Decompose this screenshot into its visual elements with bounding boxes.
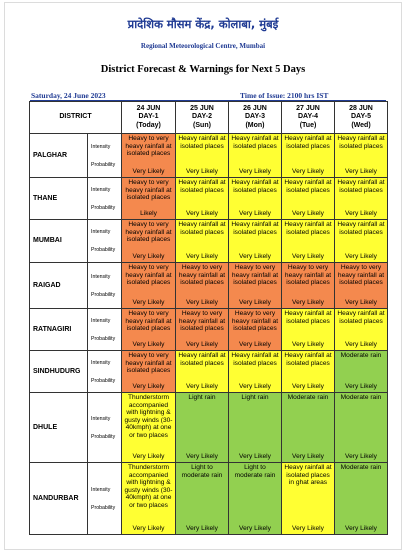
forecast-cell xyxy=(282,134,335,178)
forecast-cell xyxy=(229,178,282,220)
forecast-cell xyxy=(282,393,335,463)
intensity-text: Heavy to very heavy rainfall at isolated places xyxy=(231,310,279,333)
intensity-text: Heavy to very heavy rainfall at isolated places xyxy=(125,135,172,158)
intensity-text: Heavy to very heavy rainfall at isolated places xyxy=(125,352,172,375)
forecast-cell xyxy=(335,309,388,351)
probability-label: Probability xyxy=(91,161,116,168)
intensity-text: Moderate rain xyxy=(340,464,382,471)
intensity-label: Intensity xyxy=(91,273,111,280)
forecast-cell xyxy=(122,309,176,351)
district-name: SINDHUDURG xyxy=(30,351,88,393)
day-header xyxy=(335,102,388,134)
probability-text: Very Likely xyxy=(345,210,377,218)
probability-text: Very Likely xyxy=(132,453,165,461)
probability-text: Very Likely xyxy=(292,210,324,218)
day-number: DAY-4 xyxy=(298,113,318,121)
row-labels xyxy=(88,178,122,220)
district-name: RATNAGIRI xyxy=(30,309,88,351)
day-header xyxy=(122,102,176,134)
intensity-text: Light to moderate rain xyxy=(181,464,223,479)
intensity-text: Heavy rainfall at isolated places xyxy=(178,352,226,367)
district-name: PALGHAR xyxy=(30,134,88,178)
probability-text: Very Likely xyxy=(239,210,271,218)
intensity-text: Moderate rain xyxy=(340,352,382,359)
forecast-cell xyxy=(122,220,176,263)
intensity-label: Intensity xyxy=(91,229,111,235)
intensity-text: Moderate rain xyxy=(340,394,382,401)
probability-text: Very Likely xyxy=(345,383,377,391)
probability-text: Very Likely xyxy=(345,299,377,307)
forecast-cell xyxy=(122,351,176,393)
intensity-label: Intensity xyxy=(91,415,111,422)
probability-text: Very Likely xyxy=(292,453,324,461)
intensity-label: Intensity xyxy=(91,359,111,366)
intensity-text: Heavy rainfall at isolated places xyxy=(178,221,226,236)
day-of-week: (Tue) xyxy=(299,121,317,129)
probability-text: Very Likely xyxy=(132,168,165,176)
day-number: DAY-3 xyxy=(245,113,265,121)
intensity-text: Heavy rainfall at isolated places xyxy=(231,135,279,150)
probability-text: Very Likely xyxy=(186,168,218,176)
district-row xyxy=(30,463,388,535)
probability-text: Very Likely xyxy=(292,383,324,391)
probability-text: Very Likely xyxy=(239,168,271,176)
probability-text: Very Likely xyxy=(186,383,218,391)
forecast-cell xyxy=(176,178,229,220)
forecast-cell xyxy=(335,463,388,535)
probability-text: Very Likely xyxy=(345,525,377,533)
probability-text: Very Likely xyxy=(292,525,324,533)
document-title: District Forecast & Warnings for Next 5 Days xyxy=(100,64,306,75)
probability-text: Very Likely xyxy=(132,299,165,307)
district-name: RAIGAD xyxy=(30,263,88,309)
intensity-text: Heavy to very heavy rainfall at isolated places xyxy=(337,264,385,287)
day-date: 28 JUN xyxy=(349,104,373,112)
probability-text: Very Likely xyxy=(186,453,218,461)
forecast-cell xyxy=(229,393,282,463)
intensity-text: Heavy to very heavy rainfall at isolated places xyxy=(178,264,226,287)
intensity-text: Light to moderate rain xyxy=(234,464,276,479)
probability-label: Probability xyxy=(91,204,116,211)
intensity-text: Heavy rainfall at isolated places xyxy=(337,310,385,325)
probability-text: Very Likely xyxy=(292,299,324,307)
forecast-cell xyxy=(229,220,282,263)
intensity-text: Heavy rainfall at isolated places xyxy=(231,179,279,194)
intensity-text: Heavy rainfall at isolated places xyxy=(337,221,385,236)
probability-label: Probability xyxy=(91,504,116,511)
district-column-header: DISTRICT xyxy=(30,102,122,134)
day-date: 26 JUN xyxy=(243,104,267,112)
probability-text: Very Likely xyxy=(239,453,271,461)
day-date: 27 JUN xyxy=(296,104,320,112)
district-name: NANDURBAR xyxy=(30,463,88,535)
probability-text: Very Likely xyxy=(186,525,218,533)
day-number: DAY-2 xyxy=(192,113,212,121)
intensity-text: Heavy rainfall at isolated places xyxy=(284,135,332,150)
probability-text: Very Likely xyxy=(239,525,271,533)
probability-text: Very Likely xyxy=(132,383,165,391)
forecast-cell xyxy=(229,263,282,309)
intensity-text: Moderate rain xyxy=(287,394,329,401)
district-row xyxy=(30,134,388,178)
forecast-cell xyxy=(176,263,229,309)
probability-text: Very Likely xyxy=(292,341,324,349)
forecast-cell xyxy=(122,393,176,463)
intensity-text: Light rain xyxy=(241,394,269,401)
forecast-cell xyxy=(176,309,229,351)
forecast-cell xyxy=(335,393,388,463)
row-labels xyxy=(88,263,122,309)
forecast-cell xyxy=(335,263,388,309)
forecast-cell xyxy=(335,178,388,220)
intensity-text: Heavy rainfall at isolated places xyxy=(337,179,385,194)
intensity-text: Heavy to very heavy rainfall at isolated places xyxy=(125,179,172,202)
row-labels xyxy=(88,220,122,263)
day-header xyxy=(176,102,229,134)
intensity-label: Intensity xyxy=(91,186,111,193)
day-number: DAY-5 xyxy=(351,113,371,121)
forecast-cell xyxy=(335,351,388,393)
intensity-text: Heavy rainfall at isolated places xyxy=(284,310,332,325)
issue-time: Time of Issue: 2100 hrs IST xyxy=(240,91,329,100)
intensity-label: Intensity xyxy=(91,143,111,150)
intensity-text: Heavy rainfall at isolated places xyxy=(231,352,279,367)
row-labels xyxy=(88,393,122,463)
forecast-cell xyxy=(335,220,388,263)
forecast-cell xyxy=(335,134,388,178)
district-row xyxy=(30,351,388,393)
probability-text: Very Likely xyxy=(345,253,377,261)
probability-text: Very Likely xyxy=(239,253,271,261)
intensity-text: Heavy rainfall at isolated places xyxy=(231,221,279,236)
probability-text: Very Likely xyxy=(132,341,165,349)
day-header xyxy=(282,102,335,134)
row-labels xyxy=(88,309,122,351)
forecast-cell xyxy=(282,309,335,351)
row-labels xyxy=(88,134,122,178)
forecast-cell xyxy=(282,263,335,309)
forecast-cell xyxy=(176,463,229,535)
probability-label: Probability xyxy=(91,433,116,440)
intensity-text: Thunderstorm accompanied with lightning & gusty winds (30-40kmph) at one or two places xyxy=(124,464,173,509)
intensity-label: Intensity xyxy=(91,317,111,324)
probability-text: Very Likely xyxy=(239,341,271,349)
day-header xyxy=(229,102,282,134)
forecast-cell xyxy=(122,463,176,535)
intensity-text: Heavy rainfall at isolated places in ghat areas xyxy=(284,464,332,487)
probability-text: Very Likely xyxy=(186,253,218,261)
day-of-week: (Sun) xyxy=(193,121,211,129)
row-labels xyxy=(88,351,122,393)
intensity-text: Heavy rainfall at isolated places xyxy=(284,179,332,194)
probability-text: Very Likely xyxy=(239,299,271,307)
day-of-week: (Today) xyxy=(136,121,161,129)
forecast-cell xyxy=(122,134,176,178)
intensity-text: Heavy to very heavy rainfall at isolated places xyxy=(284,264,332,287)
probability-text: Very Likely xyxy=(239,383,271,391)
district-name: THANE xyxy=(30,178,88,220)
intensity-text: Heavy to very heavy rainfall at isolated places xyxy=(178,310,226,333)
probability-text: Very Likely xyxy=(345,168,377,176)
probability-text: Very Likely xyxy=(292,168,324,176)
day-date: 25 JUN xyxy=(190,104,214,112)
probability-text: Very Likely xyxy=(292,253,324,261)
probability-label: Probability xyxy=(91,291,116,298)
probability-text: Very Likely xyxy=(186,299,218,307)
probability-label: Probability xyxy=(91,335,116,342)
district-row xyxy=(30,393,388,463)
intensity-text: Heavy rainfall at isolated places xyxy=(178,179,226,194)
intensity-label: Intensity xyxy=(91,486,111,493)
intensity-text: Heavy rainfall at isolated places xyxy=(337,135,385,150)
intensity-text: Heavy to very heavy rainfall at isolated places xyxy=(125,310,172,333)
forecast-cell xyxy=(282,220,335,263)
intensity-text: Heavy to very heavy rainfall at isolated places xyxy=(125,221,172,244)
day-date: 24 JUN xyxy=(136,104,161,112)
day-of-week: (Wed) xyxy=(351,121,371,129)
row-labels xyxy=(88,463,122,535)
issue-date: Saturday, 24 June 2023 xyxy=(31,91,106,100)
district-row xyxy=(30,309,388,351)
probability-text: Very Likely xyxy=(186,210,218,218)
office-subtitle: Regional Meteorological Centre, Mumbai xyxy=(140,42,266,50)
forecast-cell xyxy=(282,178,335,220)
forecast-cell xyxy=(229,463,282,535)
probability-text: Likely xyxy=(140,210,157,218)
district-name: DHULE xyxy=(30,393,88,463)
probability-text: Very Likely xyxy=(345,453,377,461)
district-row xyxy=(30,263,388,309)
forecast-cell xyxy=(282,463,335,535)
forecast-cell xyxy=(122,263,176,309)
forecast-cell xyxy=(229,134,282,178)
forecast-cell xyxy=(176,134,229,178)
probability-label: Probability xyxy=(91,377,116,384)
district-row xyxy=(30,220,388,263)
forecast-cell xyxy=(282,351,335,393)
probability-text: Very Likely xyxy=(345,341,377,349)
intensity-text: Thunderstorm accompanied with lightning & gusty winds (30-40kmph) at one or two places xyxy=(124,394,173,439)
probability-text: Very Likely xyxy=(186,341,218,349)
district-row xyxy=(30,178,388,220)
probability-text: Very Likely xyxy=(132,253,165,261)
intensity-text: Heavy rainfall at isolated places xyxy=(284,221,332,236)
forecast-cell xyxy=(229,351,282,393)
intensity-text: Light rain xyxy=(188,394,216,401)
probability-text: Very Likely xyxy=(132,525,165,533)
forecast-cell xyxy=(229,309,282,351)
intensity-text: Heavy rainfall at isolated places xyxy=(284,352,332,367)
forecast-cell xyxy=(176,393,229,463)
forecast-cell xyxy=(176,220,229,263)
day-number: DAY-1 xyxy=(138,113,159,121)
day-of-week: (Mon) xyxy=(245,121,265,129)
forecast-cell xyxy=(122,178,176,220)
hindi-office-title: प्रादेशिक मौसम केंद्र, कोलाबा, मुंबई xyxy=(127,17,279,31)
district-name: MUMBAI xyxy=(30,220,88,263)
intensity-text: Heavy rainfall at isolated places xyxy=(178,135,226,150)
forecast-cell xyxy=(176,351,229,393)
intensity-text: Heavy to very heavy rainfall at isolated places xyxy=(125,264,172,287)
forecast-table xyxy=(29,101,388,535)
intensity-text: Heavy to very heavy rainfall at isolated places xyxy=(231,264,279,287)
probability-label: Probability xyxy=(91,247,116,253)
